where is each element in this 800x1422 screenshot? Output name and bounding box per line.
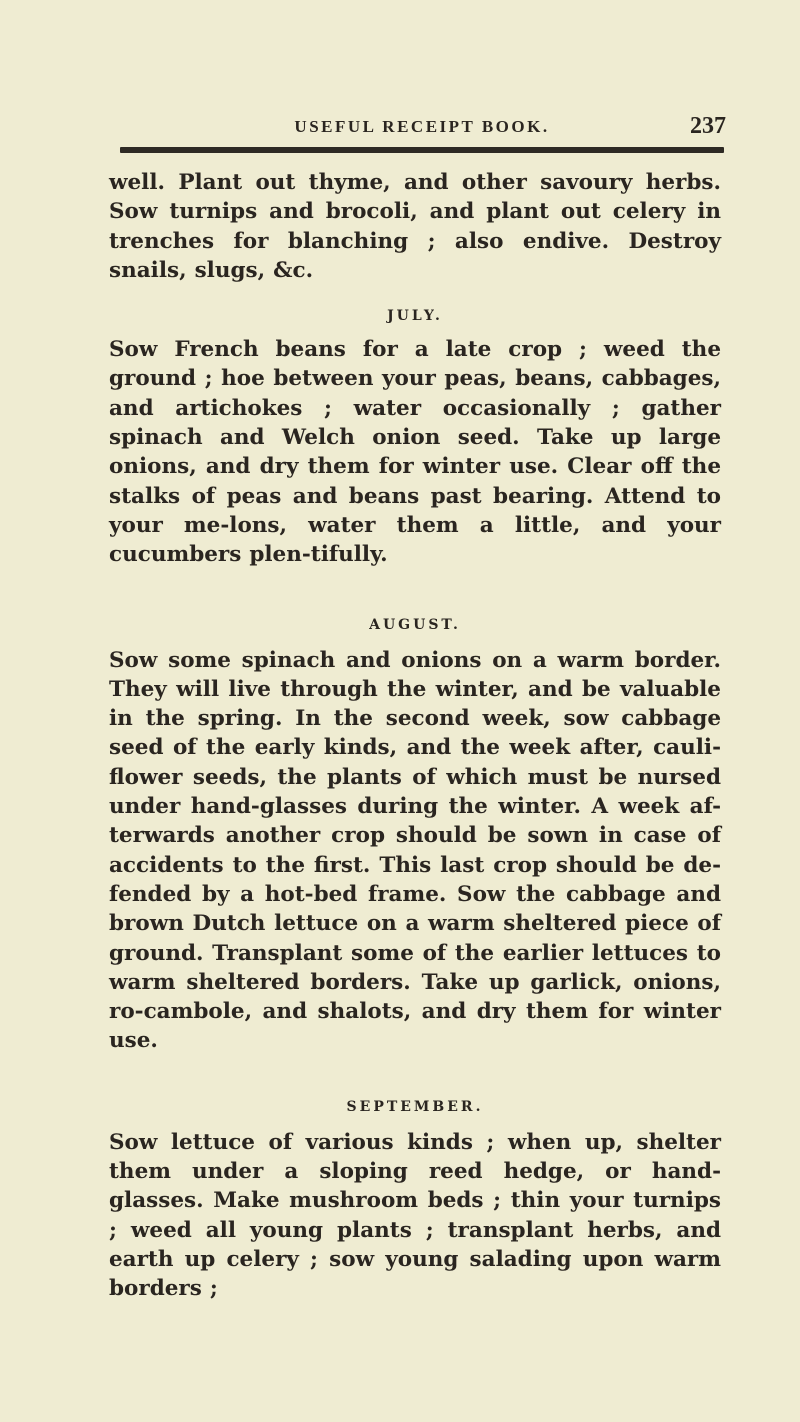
section-text-august: Sow some spinach and onions on a warm border. They will live through the winter, and be valuable in the spring. In the second week, sow cabbage seed of the early kinds, and the week after, cauli-flower seeds, the plants of which must be nursed under hand-glasses during the winter. A week af-terwards another crop should be sown in case of accidents to the first. This last crop should be de-fended by a hot-bed frame. Sow the cabbage and brown Dutch lettuce on a warm sheltered piece of ground. Transplant some of the earlier lettuces to warm sheltered borders. Take up garlick, onions, ro-cambole, and shalots, and dry them for winter use. — [109, 647, 721, 1054]
page-number: 237 — [690, 113, 726, 139]
running-title: USEFUL RECEIPT BOOK. — [294, 117, 550, 136]
running-head — [118, 114, 726, 140]
section-text-september: Sow lettuce of various kinds ; when up, shelter them under a sloping reed hedge, or hand-glasses. Make mushroom beds ; thin your turnips ; weed all young plants ; transplant herbs, and earth up celery ; sow young salading upon warm borders ; — [109, 1129, 721, 1302]
header-rule — [120, 147, 724, 153]
section-text-july: Sow French beans for a late crop ; weed the ground ; hoe between your peas, beans, cabbages, and artichokes ; water occasionally ; gather spinach and Welch onion seed. Take up large onions, and dry them for winter use. Clear off the stalks of peas and beans past bearing. Attend to your me-lons, water them a little, and your cucumbers plen-tifully. — [109, 337, 721, 568]
body-text — [109, 168, 721, 1304]
section-heading-september: SEPTEMBER. — [346, 1098, 484, 1115]
intro-paragraph: well. Plant out thyme, and other savoury herbs. Sow turnips and brocoli, and plant out celery in trenches for blanching ; also endive. Destroy snails, slugs, &c. — [109, 170, 721, 283]
section-heading-july: JULY. — [387, 308, 443, 325]
section-heading-august: AUGUST. — [369, 616, 461, 633]
